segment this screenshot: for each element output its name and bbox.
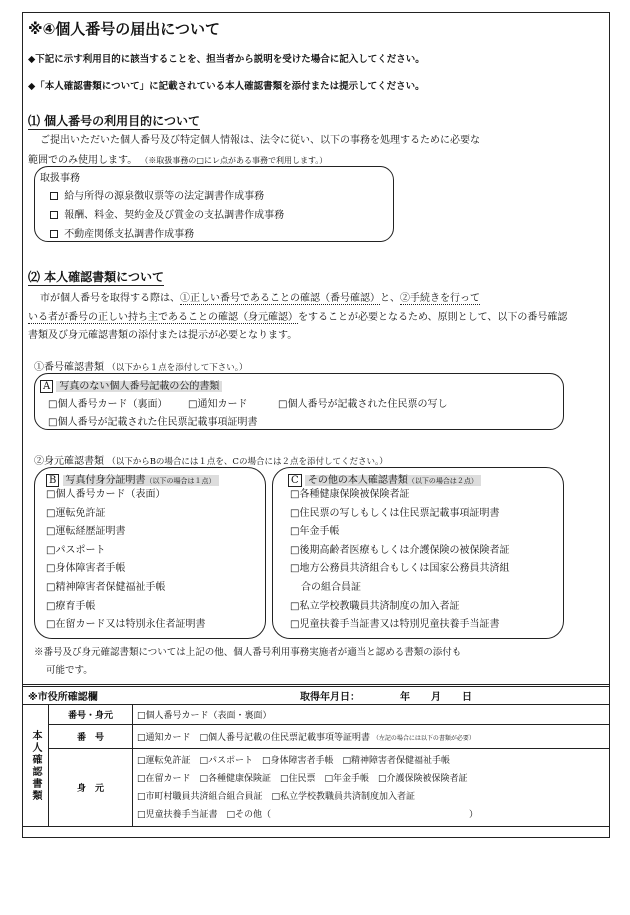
id-docs-paragraph-1: 市が個人番号を取得する際は、①正しい番号であることの確認（番号確認）と、②手続きを行って: [40, 293, 480, 304]
footnote-line-1: ※番号及び身元確認書類については上記の他、個人番号利用事務実施者が適当と認める書類の添付も: [34, 647, 462, 658]
box-b-list: [46, 486, 205, 635]
list-item[interactable]: □個人番号カード（表面）: [46, 489, 166, 500]
box-c-list: [290, 486, 509, 635]
date-month: 月: [431, 692, 441, 703]
page-title: ※④個人番号の届出について: [28, 20, 220, 38]
office-section-divider: [22, 684, 610, 687]
affair-item: 給与所得の源泉徴収票等の法定調書作成事務: [50, 187, 264, 202]
row-label-number: 番 号: [49, 725, 133, 749]
row-value-number[interactable]: □通知カード □個人番号記載の住民票記載事項等証明書 （左記の場合には以下の書類が必要）: [133, 725, 610, 749]
list-item[interactable]: □療育手帳: [46, 600, 96, 612]
list-item-continued: 合の組合員証: [301, 581, 361, 593]
checkbox[interactable]: [50, 192, 58, 200]
purpose-heading: ⑴ 個人番号の利用目的について: [28, 114, 200, 128]
date-day: 日: [462, 692, 472, 703]
checkbox[interactable]: [50, 230, 58, 238]
list-item[interactable]: □年金手帳: [290, 526, 340, 538]
notice-attach: ◆「本人確認書類について」に記載されている本人確認書類を添付または提示してください。: [28, 81, 425, 92]
verification-table: [22, 704, 610, 827]
list-item[interactable]: □運転経歴証明書: [46, 526, 126, 538]
purpose-paragraph-2: 範囲でのみ使用します。 （※取扱事務の□にレ点がある事務で利用します。）: [28, 155, 328, 166]
id-docs-paragraph-3: 書類及び身元確認書類の添付または提示が必要となります。: [28, 330, 298, 341]
id-docs-heading: ⑵ 本人確認書類について: [28, 270, 164, 284]
number-docs-heading: ①番号確認書類 （以下から１点を添付して下さい。）: [34, 362, 248, 373]
row-value-identity[interactable]: □運転免許証 □パスポート □身体障害者手帳 □精神障害者保健福祉手帳 □在留カード □各種健康保険証 □住民票 □年金手帳 □介護保険被保険者証 □市町村職員共済組合組合員証 □私立学校教職員共済制度加入者証 □児童扶養手当証書 □その他（ ）: [133, 749, 610, 827]
box-a-item[interactable]: □個人番号カード（裏面）: [48, 399, 168, 410]
date-year: 年: [400, 692, 410, 703]
id-docs-paragraph-2: いる者が番号の正しい持ち主であることの確認（身元確認）をすることが必要となるため、原則として、以下の番号確認: [28, 312, 568, 323]
box-a-item[interactable]: □個人番号が記載された住民票記載事項証明書: [48, 417, 258, 428]
affair-item: 不動産関係支払調書作成事務: [50, 225, 194, 240]
list-item[interactable]: □在留カード又は特別永住者証明書: [46, 619, 206, 631]
list-item[interactable]: □後期高齢者医療もしくは介護保険の被保険者証: [290, 544, 510, 556]
list-item[interactable]: □地方公務員共済組合もしくは国家公務員共済組: [290, 563, 510, 575]
list-item[interactable]: □身体障害者手帳: [46, 563, 126, 575]
box-b-title: B 写真付身分証明書（以下の場合は１点）: [46, 471, 219, 486]
list-item[interactable]: □児童扶養手当証書又は特別児童扶養手当証書: [290, 619, 500, 631]
purpose-note: （※取扱事務の□にレ点がある事務で利用します。）: [140, 156, 328, 165]
list-item[interactable]: □運転免許証: [46, 507, 106, 519]
list-item[interactable]: □精神障害者保健福祉手帳: [46, 581, 166, 593]
row-value-number-identity[interactable]: □個人番号カード（表面・裏面）: [133, 705, 610, 725]
notice-explanation: ◆下記に示す利用目的に該当することを、担当者から説明を受けた場合に記入してください。: [28, 54, 425, 65]
box-a-title: A 写真のない個人番号記載の公的書類: [40, 377, 222, 392]
footnote-line-2: 可能です。: [46, 665, 93, 676]
identity-docs-heading: ②身元確認書類 （以下からBの場合には１点を、Cの場合には２点を添付してください。）: [34, 456, 388, 467]
list-item[interactable]: □住民票の写しもしくは住民票記載事項証明書: [290, 507, 500, 519]
purpose-paragraph-1: ご提出いただいた個人番号及び特定個人情報は、法令に従い、以下の事務を処理するために必要な: [40, 135, 480, 146]
acquisition-date-label: 取得年月日：: [300, 692, 360, 703]
office-heading: ※市役所確認欄: [28, 692, 98, 703]
list-item[interactable]: □各種健康保険被保険者証: [290, 489, 410, 500]
list-item[interactable]: □パスポート: [46, 544, 106, 556]
checkbox[interactable]: [50, 211, 58, 219]
affair-item: 報酬、料金、契約金及び賞金の支払調書作成事務: [50, 206, 284, 221]
verification-side-label: 本人確認書類: [23, 705, 49, 827]
box-a-item[interactable]: □通知カード: [188, 399, 248, 410]
handling-affairs-label: 取扱事務: [40, 173, 80, 184]
box-a-item[interactable]: □個人番号が記載された住民票の写し: [278, 399, 448, 410]
row-label-number-identity: 番号・身元: [49, 705, 133, 725]
box-c-title: C その他の本人確認書類（以下の場合は２点）: [288, 471, 481, 486]
list-item[interactable]: □私立学校教職員共済制度の加入者証: [290, 600, 460, 612]
row-label-identity: 身 元: [49, 749, 133, 827]
